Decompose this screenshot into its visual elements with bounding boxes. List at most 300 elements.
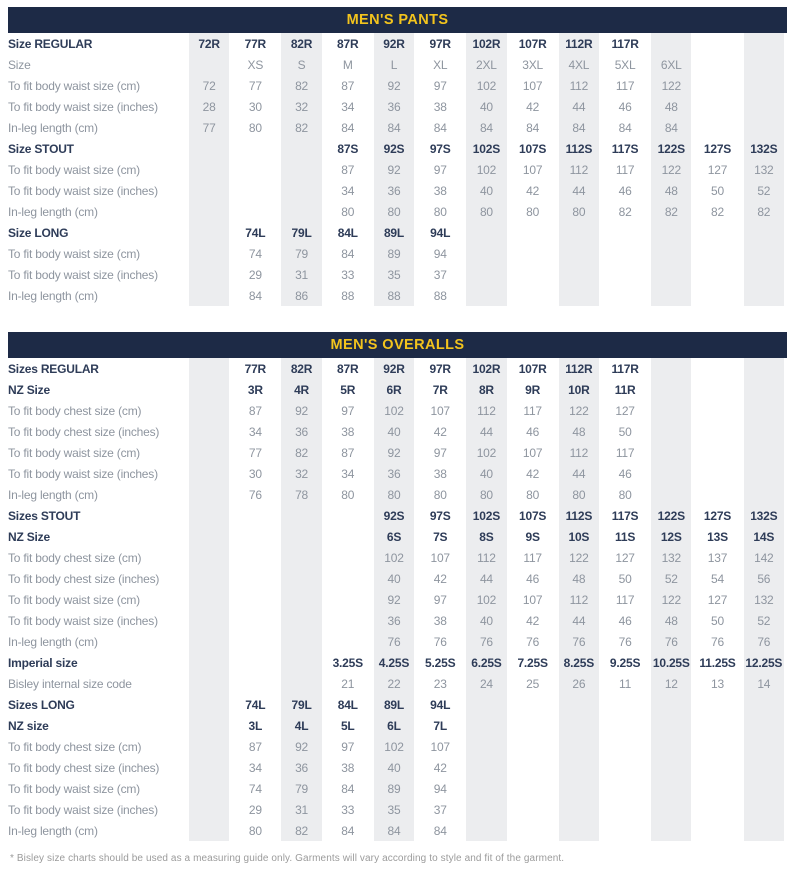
row-label: To fit body waist size (inches) <box>8 267 158 282</box>
size-cell: 86 <box>278 285 324 306</box>
size-cell: 12S <box>648 526 694 547</box>
size-cell <box>556 285 602 306</box>
size-cell <box>463 820 509 841</box>
table-row <box>8 757 787 778</box>
table-row <box>8 673 787 694</box>
size-cell: 40 <box>463 180 509 201</box>
size-cell: 11.25S <box>694 652 740 673</box>
size-cell <box>278 652 324 673</box>
size-cell: 132S <box>741 505 787 526</box>
size-cell <box>556 799 602 820</box>
size-cell: 38 <box>325 757 371 778</box>
size-cell <box>648 421 694 442</box>
size-cell: 74 <box>232 243 278 264</box>
size-cell: 34 <box>232 757 278 778</box>
row-label: To fit body waist size (cm) <box>8 162 140 177</box>
row-label: To fit body waist size (inches) <box>8 183 158 198</box>
size-cell: 87S <box>325 138 371 159</box>
size-cell: 80 <box>325 201 371 222</box>
size-cell: 8.25S <box>556 652 602 673</box>
size-cell: 117 <box>602 442 648 463</box>
size-cell <box>325 631 371 652</box>
size-cell: 127 <box>602 547 648 568</box>
size-cell: 7S <box>417 526 463 547</box>
size-cell: 82 <box>648 201 694 222</box>
size-cell <box>278 589 324 610</box>
size-cell <box>694 820 740 841</box>
size-cell <box>741 694 787 715</box>
size-cell <box>556 243 602 264</box>
size-cell <box>648 264 694 285</box>
size-cell <box>602 222 648 243</box>
size-cell: XL <box>417 54 463 75</box>
size-cell: 80 <box>371 484 417 505</box>
size-cell: 84L <box>325 222 371 243</box>
table-row <box>8 547 787 568</box>
size-cell <box>232 589 278 610</box>
size-cell: 89L <box>371 694 417 715</box>
size-cell: XS <box>232 54 278 75</box>
pants-title-bar <box>8 7 787 33</box>
size-cell: 117R <box>602 358 648 379</box>
table-row <box>8 379 787 400</box>
size-cell <box>648 715 694 736</box>
size-cell: 82R <box>278 33 324 54</box>
size-cell: 48 <box>556 421 602 442</box>
size-cell: 33 <box>325 264 371 285</box>
size-cell: 38 <box>417 180 463 201</box>
size-cell: 82 <box>602 201 648 222</box>
size-cell: 36 <box>371 180 417 201</box>
size-cell: 107R <box>510 358 556 379</box>
size-cell <box>186 400 232 421</box>
size-cell: 117 <box>510 547 556 568</box>
size-cell: 30 <box>232 463 278 484</box>
row-label: To fit body chest size (cm) <box>8 403 142 418</box>
size-cell: 142 <box>741 547 787 568</box>
size-cell <box>741 421 787 442</box>
size-cell: 14 <box>741 673 787 694</box>
size-cell: 33 <box>325 799 371 820</box>
row-label: Size REGULAR <box>8 36 93 51</box>
size-cell: 102 <box>463 442 509 463</box>
size-cell: 84 <box>325 778 371 799</box>
size-cell <box>510 222 556 243</box>
size-cell: 107 <box>510 589 556 610</box>
size-cell <box>186 778 232 799</box>
size-cell: 77 <box>232 75 278 96</box>
size-cell <box>694 715 740 736</box>
size-cell <box>278 505 324 526</box>
size-cell <box>278 610 324 631</box>
size-cell: 10R <box>556 379 602 400</box>
size-cell: 112S <box>556 138 602 159</box>
size-cell <box>510 778 556 799</box>
size-cell: 34 <box>232 421 278 442</box>
size-cell <box>694 463 740 484</box>
size-cell: 127S <box>694 138 740 159</box>
size-cell <box>232 505 278 526</box>
size-cell <box>741 264 787 285</box>
size-cell <box>186 379 232 400</box>
size-cell: 80 <box>417 484 463 505</box>
size-cell: 11R <box>602 379 648 400</box>
size-cell: 21 <box>325 673 371 694</box>
size-cell <box>556 736 602 757</box>
size-cell <box>186 610 232 631</box>
row-label: Size STOUT <box>8 141 74 156</box>
size-cell: 48 <box>648 610 694 631</box>
size-cell: 82 <box>278 820 324 841</box>
size-cell: 5L <box>325 715 371 736</box>
size-cell <box>648 442 694 463</box>
size-cell: 6R <box>371 379 417 400</box>
size-cell: 44 <box>556 610 602 631</box>
size-cell: 35 <box>371 799 417 820</box>
size-cell: 38 <box>417 610 463 631</box>
size-cell: 72R <box>186 33 232 54</box>
table-row <box>8 589 787 610</box>
size-cell <box>186 694 232 715</box>
size-cell: 122 <box>648 159 694 180</box>
size-cell <box>186 505 232 526</box>
size-cell: 132 <box>741 159 787 180</box>
size-cell: 84 <box>325 243 371 264</box>
size-cell: 42 <box>510 180 556 201</box>
size-cell: 107R <box>510 33 556 54</box>
size-cell: 37 <box>417 264 463 285</box>
size-cell: 97S <box>417 505 463 526</box>
size-cell <box>648 463 694 484</box>
size-cell: 79L <box>278 694 324 715</box>
size-cell: 22 <box>371 673 417 694</box>
size-cell <box>648 694 694 715</box>
size-cell: 76 <box>371 631 417 652</box>
size-cell: 48 <box>648 96 694 117</box>
table-row <box>8 180 787 201</box>
size-cell: 84 <box>602 117 648 138</box>
size-cell: 84 <box>417 117 463 138</box>
size-cell <box>648 484 694 505</box>
size-cell <box>694 694 740 715</box>
size-cell <box>186 589 232 610</box>
size-cell <box>232 138 278 159</box>
row-label: NZ Size <box>8 382 50 397</box>
size-cell: 97 <box>417 75 463 96</box>
size-cell: 46 <box>510 568 556 589</box>
size-cell: 112 <box>463 547 509 568</box>
size-cell: 76 <box>648 631 694 652</box>
size-cell: 7.25S <box>510 652 556 673</box>
size-cell <box>694 799 740 820</box>
row-label: To fit body waist size (cm) <box>8 781 140 796</box>
size-cell: 92 <box>371 159 417 180</box>
row-label: To fit body chest size (cm) <box>8 739 142 754</box>
size-cell: 92 <box>371 75 417 96</box>
size-cell: 50 <box>694 180 740 201</box>
size-cell <box>556 264 602 285</box>
size-cell: 52 <box>648 568 694 589</box>
size-cell <box>648 757 694 778</box>
size-cell <box>232 652 278 673</box>
row-label: To fit body chest size (inches) <box>8 571 160 586</box>
size-cell: 122S <box>648 505 694 526</box>
size-cell: 80 <box>417 201 463 222</box>
row-label: NZ size <box>8 718 49 733</box>
size-cell <box>741 400 787 421</box>
row-label: To fit body waist size (inches) <box>8 613 158 628</box>
size-cell: 102S <box>463 505 509 526</box>
size-cell <box>186 421 232 442</box>
table-row <box>8 75 787 96</box>
table-row <box>8 138 787 159</box>
size-cell: 14S <box>741 526 787 547</box>
size-cell: 107 <box>417 400 463 421</box>
size-cell: 117 <box>602 75 648 96</box>
size-cell <box>556 222 602 243</box>
size-cell: 84 <box>325 117 371 138</box>
size-cell: 94L <box>417 222 463 243</box>
size-cell <box>186 652 232 673</box>
size-cell: 77 <box>232 442 278 463</box>
size-cell: 102 <box>463 159 509 180</box>
size-cell: 102S <box>463 138 509 159</box>
size-cell: 112 <box>556 159 602 180</box>
size-cell <box>186 442 232 463</box>
size-cell <box>232 526 278 547</box>
size-cell <box>556 715 602 736</box>
size-cell: 132 <box>648 547 694 568</box>
size-cell: 4XL <box>556 54 602 75</box>
size-cell: 42 <box>417 421 463 442</box>
row-label: NZ Size <box>8 529 50 544</box>
size-cell: 94 <box>417 778 463 799</box>
size-cell: 29 <box>232 264 278 285</box>
size-cell <box>694 736 740 757</box>
size-cell <box>186 264 232 285</box>
size-cell <box>556 820 602 841</box>
size-cell: 77R <box>232 358 278 379</box>
table-row <box>8 778 787 799</box>
size-cell: 48 <box>648 180 694 201</box>
size-cell <box>232 631 278 652</box>
size-cell: 92 <box>278 400 324 421</box>
table-row <box>8 463 787 484</box>
size-cell <box>510 694 556 715</box>
table-row <box>8 526 787 547</box>
size-cell <box>741 379 787 400</box>
table-row <box>8 421 787 442</box>
size-cell: 97 <box>417 589 463 610</box>
size-cell <box>186 820 232 841</box>
size-cell <box>510 264 556 285</box>
size-cell <box>602 243 648 264</box>
size-cell <box>186 358 232 379</box>
size-cell: 9R <box>510 379 556 400</box>
size-cell: 46 <box>602 610 648 631</box>
size-cell <box>510 243 556 264</box>
size-cell: 102 <box>463 589 509 610</box>
size-cell <box>741 736 787 757</box>
size-cell <box>278 568 324 589</box>
overalls-size-table <box>8 358 787 841</box>
size-cell: 82 <box>278 117 324 138</box>
table-row <box>8 264 787 285</box>
size-cell: 44 <box>463 568 509 589</box>
row-label: Sizes REGULAR <box>8 361 99 376</box>
size-cell: 40 <box>463 610 509 631</box>
size-cell: 46 <box>602 96 648 117</box>
size-cell: L <box>371 54 417 75</box>
size-cell: 44 <box>556 180 602 201</box>
size-cell: 97 <box>417 442 463 463</box>
size-cell: 82R <box>278 358 324 379</box>
size-cell: 36 <box>371 96 417 117</box>
size-cell <box>741 75 787 96</box>
size-cell: 56 <box>741 568 787 589</box>
size-cell <box>556 778 602 799</box>
size-cell: 6XL <box>648 54 694 75</box>
row-label: In-leg length (cm) <box>8 487 98 502</box>
size-cell: 25 <box>510 673 556 694</box>
size-cell: 87 <box>232 400 278 421</box>
size-cell: 40 <box>371 757 417 778</box>
size-cell <box>186 673 232 694</box>
mens-overalls-section <box>8 332 787 841</box>
size-cell: 26 <box>556 673 602 694</box>
size-cell: 82 <box>278 75 324 96</box>
size-cell: 89 <box>371 778 417 799</box>
size-cell <box>648 736 694 757</box>
size-cell: 42 <box>510 96 556 117</box>
size-cell: 11 <box>602 673 648 694</box>
size-cell: 87 <box>325 159 371 180</box>
size-cell: 46 <box>510 421 556 442</box>
size-cell <box>694 358 740 379</box>
size-cell: 9S <box>510 526 556 547</box>
size-cell: 107 <box>510 75 556 96</box>
size-cell: 24 <box>463 673 509 694</box>
size-cell <box>694 96 740 117</box>
row-label: To fit body waist size (cm) <box>8 246 140 261</box>
size-cell: 74L <box>232 222 278 243</box>
size-cell: 107S <box>510 505 556 526</box>
size-cell <box>186 201 232 222</box>
table-row <box>8 568 787 589</box>
row-label: To fit body chest size (inches) <box>8 760 160 775</box>
size-cell <box>741 117 787 138</box>
size-cell: 34 <box>325 463 371 484</box>
table-row <box>8 243 787 264</box>
size-cell: 84L <box>325 694 371 715</box>
size-cell: 107 <box>417 547 463 568</box>
size-cell <box>741 358 787 379</box>
size-cell: 87 <box>325 75 371 96</box>
size-cell: 88 <box>371 285 417 306</box>
size-cell: 80 <box>556 201 602 222</box>
size-cell <box>325 526 371 547</box>
size-cell: 92 <box>371 442 417 463</box>
size-cell: 38 <box>417 96 463 117</box>
size-cell <box>741 484 787 505</box>
table-row <box>8 442 787 463</box>
size-cell: 117S <box>602 505 648 526</box>
size-cell: 76 <box>463 631 509 652</box>
size-cell <box>278 159 324 180</box>
size-cell: 50 <box>602 421 648 442</box>
size-cell <box>694 54 740 75</box>
size-cell: 79L <box>278 222 324 243</box>
size-cell: 84 <box>417 820 463 841</box>
size-cell <box>694 484 740 505</box>
size-cell <box>741 54 787 75</box>
size-cell <box>186 138 232 159</box>
size-cell: 54 <box>694 568 740 589</box>
size-cell <box>694 421 740 442</box>
size-cell <box>741 820 787 841</box>
size-cell: 89 <box>371 243 417 264</box>
size-cell: 5R <box>325 379 371 400</box>
size-cell: 79 <box>278 778 324 799</box>
size-cell <box>232 568 278 589</box>
size-cell <box>648 820 694 841</box>
size-cell <box>232 159 278 180</box>
size-cell: 107 <box>417 736 463 757</box>
size-cell: 76 <box>510 631 556 652</box>
size-cell: 4R <box>278 379 324 400</box>
size-cell <box>741 799 787 820</box>
size-cell: 52 <box>741 610 787 631</box>
size-cell <box>741 757 787 778</box>
size-cell <box>648 400 694 421</box>
size-cell: 76 <box>741 631 787 652</box>
size-cell: M <box>325 54 371 75</box>
size-cell: 80 <box>463 484 509 505</box>
size-cell <box>186 463 232 484</box>
size-cell <box>741 243 787 264</box>
size-cell <box>694 75 740 96</box>
size-cell <box>741 463 787 484</box>
size-cell: 32 <box>278 96 324 117</box>
size-cell <box>741 442 787 463</box>
size-cell: 9.25S <box>602 652 648 673</box>
size-cell: 32 <box>278 463 324 484</box>
size-cell <box>510 820 556 841</box>
size-cell: 77 <box>186 117 232 138</box>
size-cell: 44 <box>556 463 602 484</box>
size-cell: 10S <box>556 526 602 547</box>
size-cell: 46 <box>602 180 648 201</box>
size-cell <box>463 694 509 715</box>
size-cell: 127 <box>694 589 740 610</box>
size-cell <box>232 180 278 201</box>
size-cell: 82 <box>278 442 324 463</box>
size-cell: 30 <box>232 96 278 117</box>
size-cell <box>694 117 740 138</box>
size-cell <box>463 778 509 799</box>
size-cell <box>602 715 648 736</box>
size-cell: 3R <box>232 379 278 400</box>
size-cell: 42 <box>417 568 463 589</box>
size-cell: 84 <box>371 820 417 841</box>
size-cell <box>325 505 371 526</box>
table-row <box>8 631 787 652</box>
row-label: In-leg length (cm) <box>8 288 98 303</box>
size-cell <box>463 799 509 820</box>
mens-pants-section <box>8 7 787 306</box>
size-cell: 50 <box>694 610 740 631</box>
size-cell: 117 <box>510 400 556 421</box>
